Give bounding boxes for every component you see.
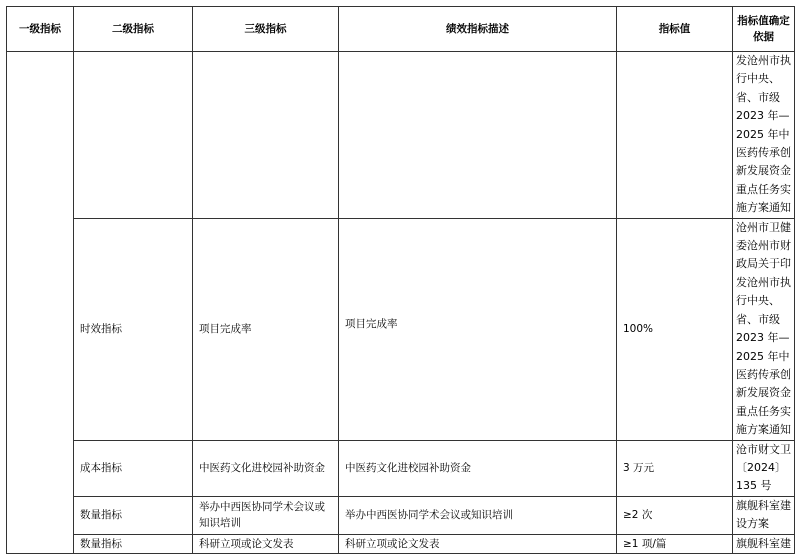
value-cell: ≥1 项/篇 [617, 534, 733, 553]
table-row [7, 534, 795, 553]
basis-cell: 沧市财文卫〔2024〕135 号 [733, 440, 795, 496]
basis-cell: 旗舰科室建设方案 [733, 496, 795, 534]
level2-cell: 成本指标 [74, 440, 193, 496]
value-cell: ≥2 次 [617, 496, 733, 534]
header-basis: 指标值确定依据 [733, 7, 795, 52]
level2-cell [74, 52, 193, 219]
level3-cell: 科研立项或论文发表 [193, 534, 339, 553]
header-level2: 二级指标 [74, 7, 193, 52]
table-row [7, 496, 795, 534]
header-description: 绩效指标描述 [339, 7, 617, 52]
level3-cell: 项目完成率 [193, 218, 339, 440]
description-cell: 举办中西医协同学术会议或知识培训 [339, 496, 617, 534]
table-row [7, 440, 795, 496]
value-cell [617, 52, 733, 219]
description-cell [339, 52, 617, 219]
header-value: 指标值 [617, 7, 733, 52]
table-row [7, 52, 795, 219]
header-level1: 一级指标 [7, 7, 74, 52]
header-level3: 三级指标 [193, 7, 339, 52]
description-cell: 科研立项或论文发表 [339, 534, 617, 553]
basis-cell: 沧州市卫健委沧州市财政局关于印发沧州市执行中央、省、市级 2023 年—2025 年中医药传承创新发展资金重点任务实施方案通知 [733, 218, 795, 440]
table-row [7, 218, 795, 440]
level3-cell: 中医药文化进校园补助资金 [193, 440, 339, 496]
description-cell: 项目完成率 [339, 218, 617, 440]
level2-cell: 数量指标 [74, 534, 193, 553]
level3-cell: 举办中西医协同学术会议或知识培训 [193, 496, 339, 534]
description-cell: 中医药文化进校园补助资金 [339, 440, 617, 496]
level3-cell [193, 52, 339, 219]
level2-cell: 数量指标 [74, 496, 193, 534]
performance-indicator-table [6, 6, 795, 554]
level2-cell: 时效指标 [74, 218, 193, 440]
level1-cell [7, 52, 74, 554]
basis-cell: 发沧州市执行中央、省、市级 2023 年—2025 年中医药传承创新发展资金重点任务实施方案通知 [733, 52, 795, 219]
value-cell: 100% [617, 218, 733, 440]
value-cell: 3 万元 [617, 440, 733, 496]
basis-cell: 旗舰科室建 [733, 534, 795, 553]
table-header-row [7, 7, 795, 52]
